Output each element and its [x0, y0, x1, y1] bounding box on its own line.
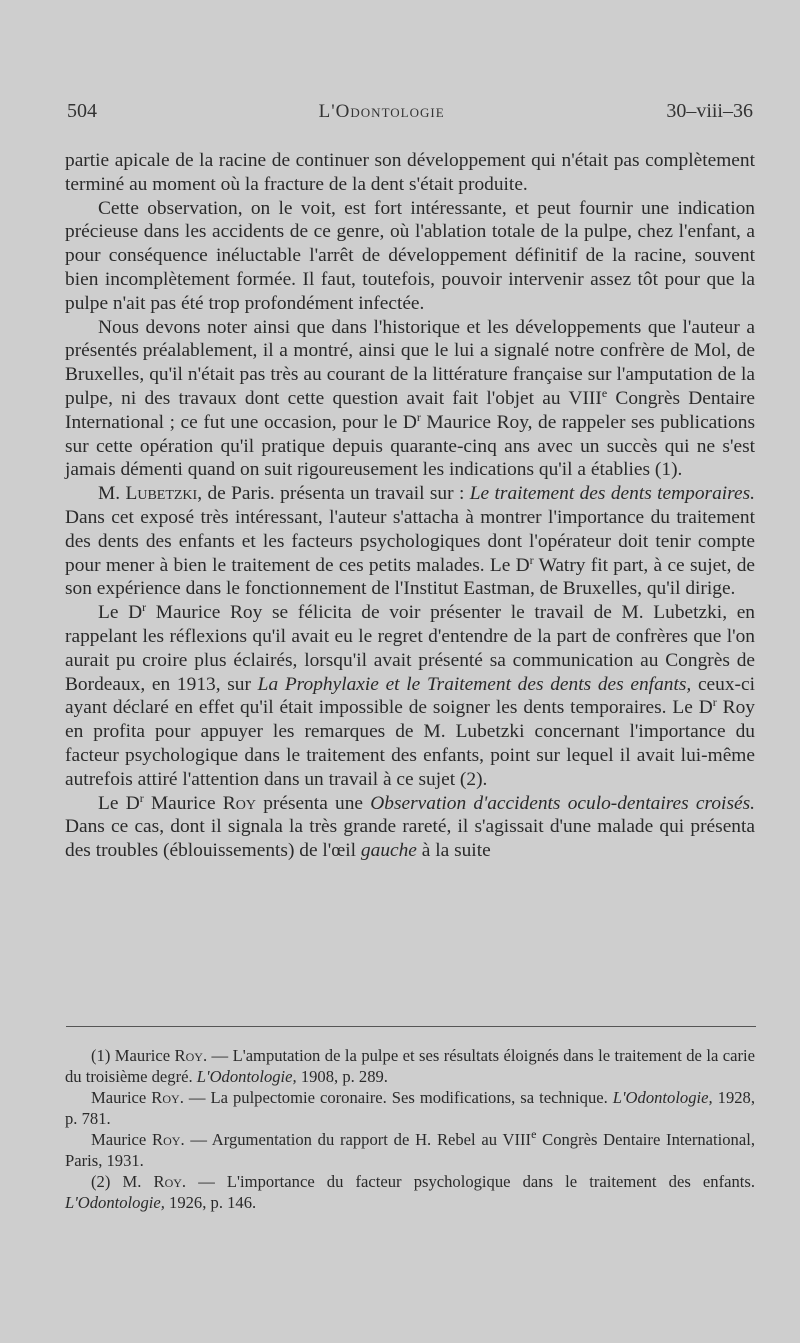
- paragraph-segment: Lubetzki: [125, 483, 198, 505]
- paragraph-segment: Maurice Roy se félicita de voir présenter le travail de M. Lubetzki, en rappelant les réflexions qu'il avait eu le regret d'entendre de la part de confrères que l'on aurait pu croire plus éclairés, lorsqu'il avait présenté sa communication au Congrès de Bordeaux, en 1913, sur: [65, 602, 755, 695]
- paragraph: [65, 601, 755, 791]
- footnote-segment: L'Odontologie,: [196, 1067, 297, 1086]
- footnote-segment: L'Odontologie,: [612, 1088, 713, 1107]
- paragraph-segment: Nous devons noter ainsi que dans l'historique et les développements que l'auteur a présentés préalablement, il a montré, ainsi que le lui a signalé notre confrère de Mol, de Bruxelles, qu'il n'était pas très au courant de la littérature française sur l'amputation de la pulpe, ni des travaux dont cette question avait fait l'objet au VIII: [65, 316, 755, 409]
- paragraph-segment: Congrès Dentaire International ; ce fut une occasion, pour le D: [65, 387, 755, 433]
- paragraph-segment: La Prophylaxie et le Traitement des dents des enfants,: [257, 673, 692, 695]
- paragraph-segment: Cette observation, on le voit, est fort intéressante, et peut fournir une indication précieuse dans les accidents de ce genre, où l'ablation totale de la pulpe, chez l'enfant, a pour conséquence inéluctable l'arrêt de développement définitif de la racine, souvent bien incomplètement formée. Il faut, toutefois, pouvoir intervenir assez tôt pour que la pulpe n'ait pas été trop profondément infectée.: [65, 197, 755, 314]
- paragraph-segment: Watry fit part, à ce sujet, de son expérience dans le fonctionnement de l'Institut Eastman, de Bruxelles, qu'il dirige.: [65, 554, 756, 600]
- footnote-segment: Roy: [174, 1046, 203, 1065]
- footnote-segment: . — L'amputation de la pulpe et ses résultats éloignés dans le traitement de la carie du troisième degré.: [65, 1046, 755, 1086]
- footnote-segment: Maurice: [91, 1130, 153, 1149]
- footnote-segment: . — La pulpectomie coronaire. Ses modifications, sa technique.: [179, 1088, 613, 1107]
- paragraph-segment: Observation d'accidents oculo-dentaires croisés.: [370, 792, 755, 814]
- page-number: 504: [67, 100, 97, 122]
- footnote-segment: Congrès Dentaire International, Paris, 1931.: [65, 1130, 755, 1170]
- paragraph-segment: Dans ce cas, dont il signala la très grande rareté, il s'agissait d'une malade qui présenta des troubles (éblouissements) de l'œil: [65, 816, 755, 862]
- footnote-segment: Maurice: [91, 1088, 152, 1107]
- footnote-segment: . — L'importance du facteur psychologique dans le traitement des enfants.: [181, 1172, 755, 1191]
- footnote: [65, 1129, 755, 1171]
- paragraph-segment: r: [416, 409, 421, 424]
- running-header: [67, 100, 753, 123]
- footnote-segment: 1908, p. 289.: [296, 1067, 388, 1086]
- running-title: L'Odontologie: [318, 101, 445, 122]
- paragraph: [65, 792, 755, 863]
- footnote-segment: Roy: [152, 1130, 181, 1149]
- footnote-segment: L'Odontologie,: [65, 1193, 165, 1212]
- paragraph-segment: Maurice Roy, de rappeler ses publications sur cette opération qu'il pratique depuis quarante-cinq ans avec un succès qui ne s'est jamais démenti quand on suit rigoureusement les indications qu'il a établies (1).: [65, 411, 755, 481]
- footnotes: [65, 1045, 755, 1213]
- paragraph-segment: Le traitement des dents temporaires.: [469, 483, 756, 505]
- paragraph-segment: présenta une: [255, 792, 371, 814]
- paragraph: [65, 197, 755, 316]
- paragraph-segment: Roy en profita pour appuyer les remarques de M. Lubetzki concernant l'importance du facteur psychologique dans le traitement des enfants, point sur lequel il avait lui-même autrefois attiré l'attention dans un travail à ce sujet (2).: [65, 697, 755, 790]
- paragraph-segment: , de Paris. présenta un travail sur :: [197, 483, 470, 505]
- paragraph-segment: gauche: [360, 840, 417, 862]
- paragraph-segment: Roy: [222, 792, 256, 814]
- paragraph-segment: r: [142, 600, 147, 615]
- paragraph: [65, 482, 755, 601]
- footnote-segment: . — Argumentation du rapport de H. Rebel au VIII: [180, 1130, 532, 1149]
- footnote-segment: 1928, p. 781.: [65, 1088, 755, 1128]
- paragraph-segment: Dans cet exposé très intéressant, l'auteur s'attacha à montrer l'importance du traitement des dents des enfants et les facteurs psychologiques dont l'opérateur doit tenir compte pour mener à bien le traitement de ces petits malades. Le D: [65, 506, 755, 576]
- footnote: [65, 1087, 755, 1129]
- paragraph-segment: Le D: [98, 602, 143, 624]
- footnote-rule: [66, 1026, 756, 1027]
- footnote-segment: (2) M.: [91, 1172, 154, 1191]
- paragraph-segment: e: [601, 385, 608, 400]
- paragraph-segment: r: [712, 695, 717, 710]
- paragraph-segment: Le D: [98, 792, 140, 814]
- paragraph-segment: r: [139, 790, 144, 805]
- footnote: [65, 1171, 755, 1213]
- footnote-segment: (1) Maurice: [91, 1046, 175, 1065]
- paragraph-segment: Maurice: [143, 792, 223, 814]
- footnote-segment: 1926, p. 146.: [164, 1193, 257, 1212]
- footnote-segment: Roy: [153, 1172, 182, 1191]
- issue-date: 30–viii–36: [666, 100, 753, 122]
- paragraph-segment: ceux-ci ayant déclaré en effet qu'il était impossible de soigner les dents temporaires. Le D: [65, 673, 755, 719]
- paragraph: [65, 149, 755, 197]
- footnote-segment: e: [531, 1127, 537, 1141]
- paragraph-segment: M.: [98, 483, 126, 505]
- paragraph-segment: partie apicale de la racine de continuer son développement qui n'était pas complètement terminé au moment où la fracture de la dent s'était produite.: [65, 150, 755, 195]
- footnote: [65, 1045, 755, 1087]
- paragraph-segment: à la suite: [416, 840, 491, 862]
- footnote-segment: Roy: [151, 1088, 180, 1107]
- body-text: [65, 149, 755, 863]
- paragraph: [65, 316, 755, 483]
- paragraph-segment: r: [529, 552, 534, 567]
